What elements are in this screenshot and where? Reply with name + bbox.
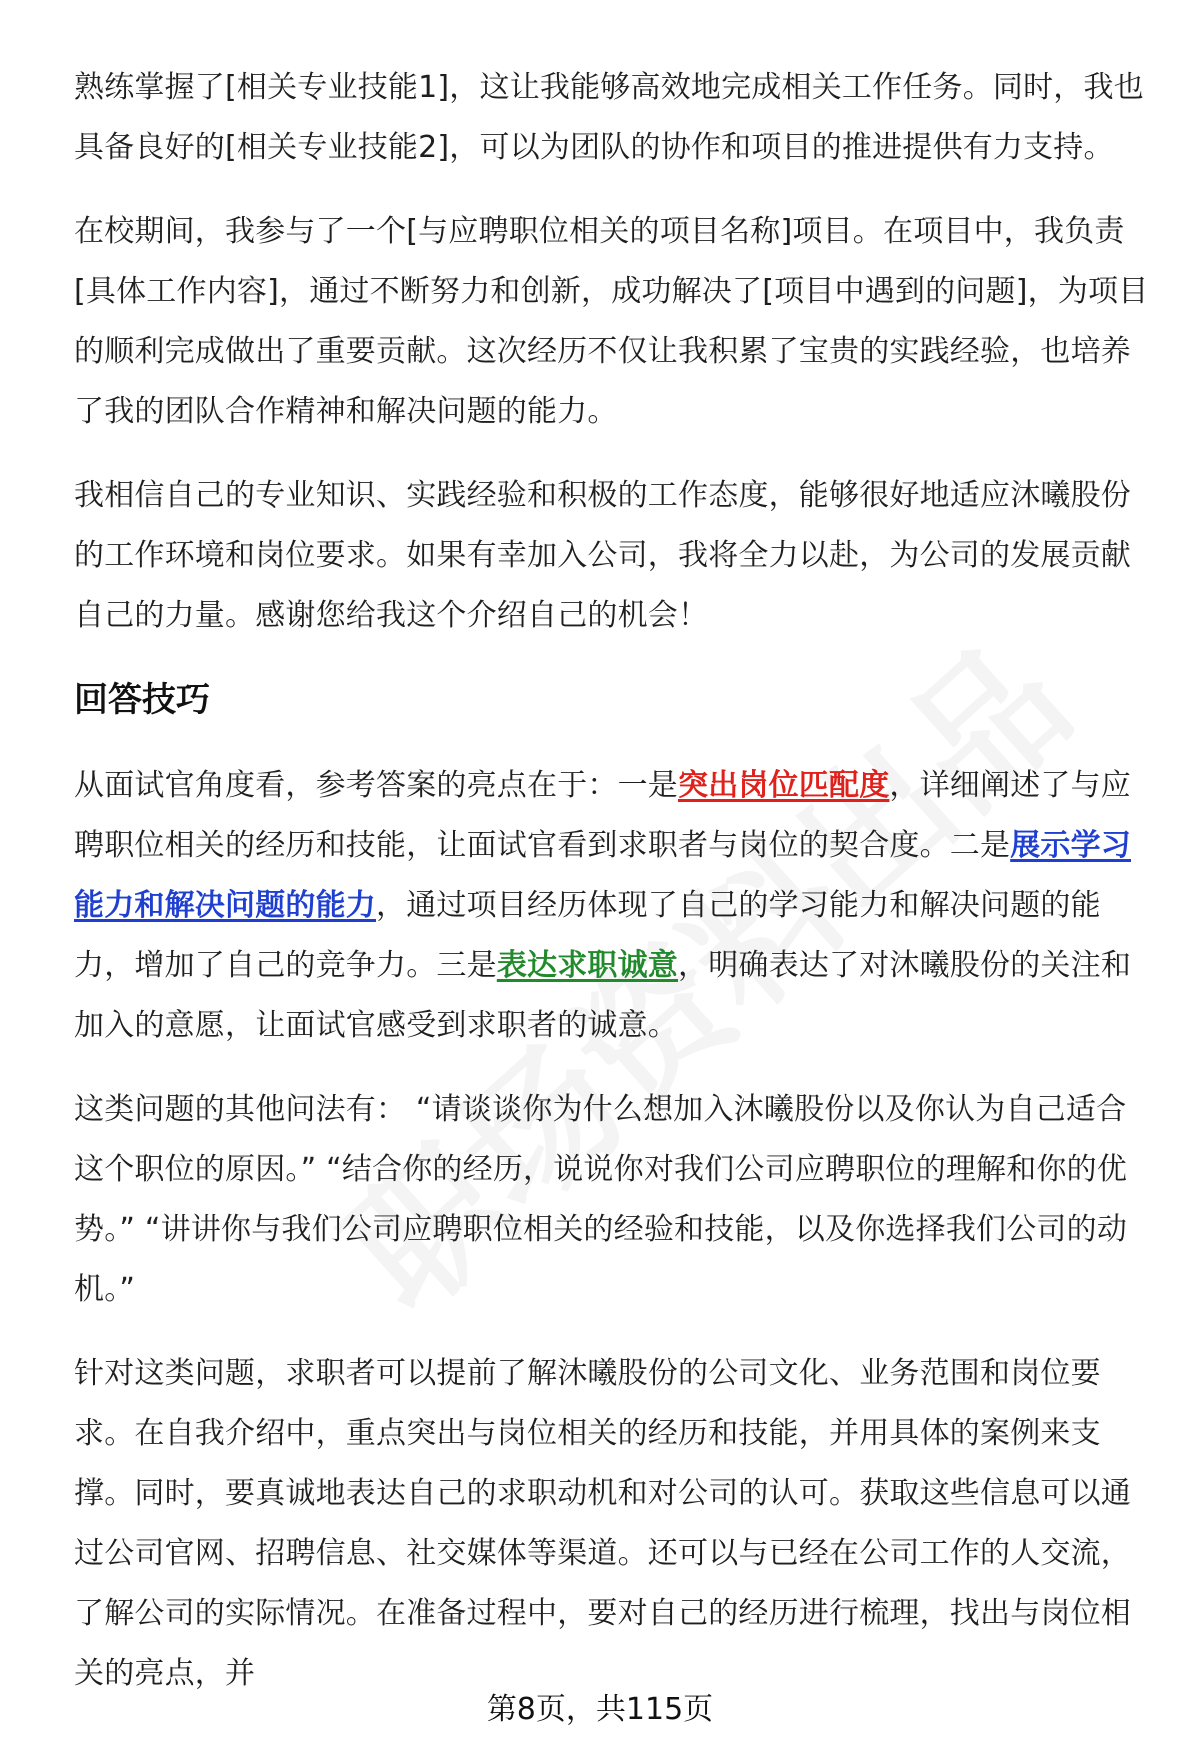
tips-end: ，明确表达了对沐曦股份的关注和加入的意愿，让面试官感受到求职者的诚意。 <box>74 948 1132 1043</box>
highlight-sincerity: 表达求职诚意 <box>496 948 679 983</box>
page-number: 第8页，共115页 <box>486 1692 714 1727</box>
tips-intro: 从面试官角度看，参考答案的亮点在于：一是 <box>74 768 678 803</box>
section-title: 回答技巧 <box>74 680 210 720</box>
highlight-learning-ability: 展示学习能力和解决问题的能力 <box>74 828 1132 923</box>
paragraph-advice: 针对这类问题，求职者可以提前了解沐曦股份的公司文化、业务范围和岗位要求。在自我介绍中，重点突出与岗位相关的经历和技能，并用具体的案例来支撑。同时，要真诚地表达自己的求职动机和对公司的认可。获取这些信息可以通过公司官网、招聘信息、社交媒体等渠道。还可以与已经在公司工作的人交流，了解公司的实际情况。在准备过程中，要对自己的经历进行梳理，找出与岗位相关的亮点，并 <box>74 1356 1131 1691</box>
paragraph-skills: 熟练掌握了[相关专业技能1]，这让我能够高效地完成相关工作任务。同时，我也具备良好的[相关专业技能2]，可以为团队的协作和项目的推进提供有力支持。 <box>74 70 1144 165</box>
paragraph-project: 在校期间，我参与了一个[与应聘职位相关的项目名称]项目。在项目中，我负责[具体工作内容]，通过不断努力和创新，成功解决了[项目中遇到的问题]，为项目的顺利完成做出了重要贡献。这次经历不仅让我积累了宝贵的实践经验，也培养了我的团队合作精神和解决问题的能力。 <box>74 214 1149 429</box>
document-body <box>74 58 1154 1728</box>
paragraph-tips <box>74 756 1154 1056</box>
highlight-job-match: 突出岗位匹配度 <box>678 768 890 803</box>
tips-mid2: ，通过项目经历体现了自己的学习能力和解决问题的能力，增加了自己的竞争力。三是 <box>74 888 1101 983</box>
tips-mid1: ，详细阐述了与应聘职位相关的经历和技能，让面试官看到求职者与岗位的契合度。二是 <box>74 768 1132 863</box>
paragraph-other-questions: 这类问题的其他问法有： “请谈谈你为什么想加入沐曦股份以及你认为自己适合这个职位的原因。” “结合你的经历，说说你对我们公司应聘职位的理解和你的优势。” “讲讲你与我们公司应聘职位相关的经验和技能，以及你选择我们公司的动机。” <box>74 1092 1128 1307</box>
paragraph-closing: 我相信自己的专业知识、实践经验和积极的工作态度，能够很好地适应沐曦股份的工作环境和岗位要求。如果有幸加入公司，我将全力以赴，为公司的发展贡献自己的力量。感谢您给我这个介绍自己的机会！ <box>74 478 1131 633</box>
